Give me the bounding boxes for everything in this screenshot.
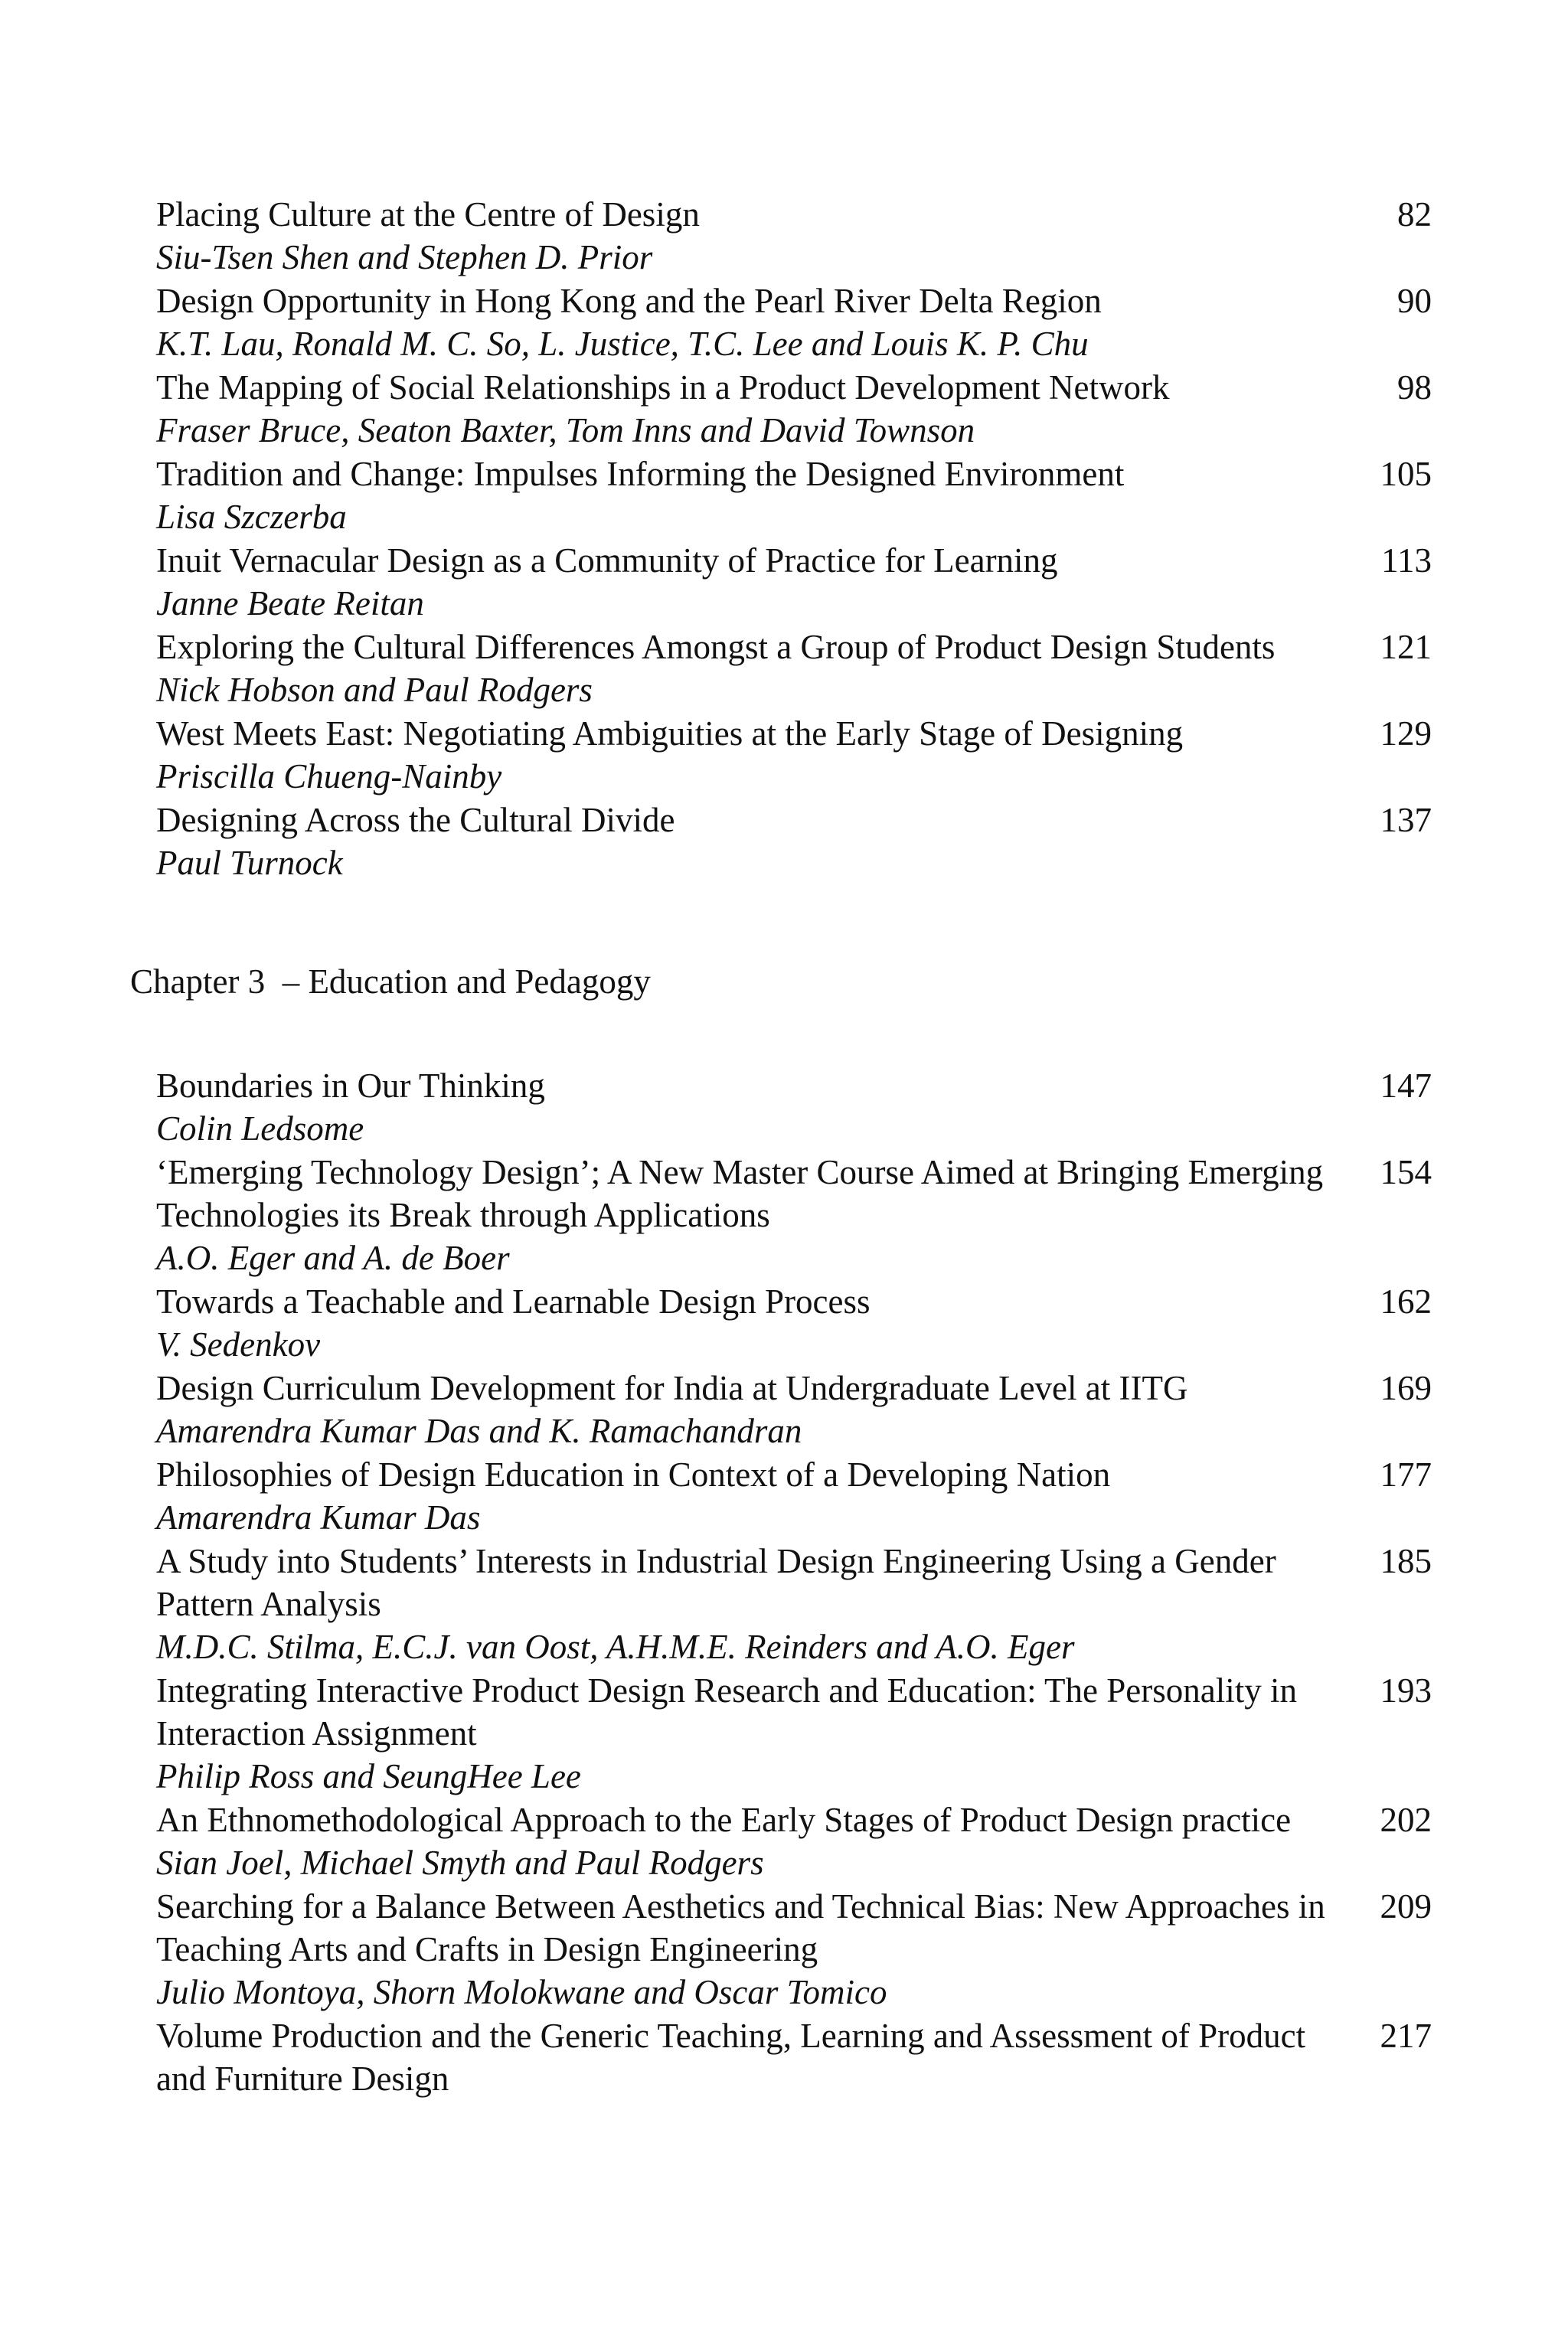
entry-page-number: 82 <box>1397 195 1432 234</box>
entry-page-number: 202 <box>1380 1801 1432 1839</box>
toc-entry[interactable] <box>156 366 1432 452</box>
entry-page-number: 113 <box>1381 541 1432 580</box>
entry-authors: A.O. Eger and A. de Boer <box>156 1239 510 1277</box>
entry-page-number: 98 <box>1397 368 1432 407</box>
entry-authors: Fraser Bruce, Seaton Baxter, Tom Inns and David Townson <box>156 411 975 449</box>
entry-authors: Priscilla Chueng-Nainby <box>156 757 502 795</box>
entry-title: Searching for a Balance Between Aesthetics and Technical Bias: New Approaches in Teaching Arts and Crafts in Design Engineering <box>156 1887 1325 1968</box>
toc-entry[interactable] <box>156 1280 1432 1366</box>
toc-entry[interactable] <box>156 1669 1432 1798</box>
entry-page-number: 209 <box>1380 1887 1432 1926</box>
entry-title: Design Opportunity in Hong Kong and the Pearl River Delta Region <box>156 282 1102 320</box>
entry-page-number: 137 <box>1380 801 1432 839</box>
entry-page-number: 217 <box>1380 2017 1432 2055</box>
toc-entry[interactable] <box>156 539 1432 625</box>
entry-authors: V. Sedenkov <box>156 1325 321 1364</box>
entry-title: ‘Emerging Technology Design’; A New Master Course Aimed at Bringing Emerging Technologies its Break through Applications <box>156 1153 1324 1234</box>
entry-page-number: 177 <box>1380 1455 1432 1494</box>
toc-entry[interactable] <box>156 279 1432 365</box>
entry-page-number: 154 <box>1380 1153 1432 1191</box>
entry-page-number: 193 <box>1380 1671 1432 1710</box>
entry-authors: Paul Turnock <box>156 844 343 882</box>
entry-page-number: 121 <box>1380 628 1432 666</box>
toc-section-education <box>156 1064 1432 2101</box>
entry-title: A Study into Students’ Interests in Industrial Design Engineering Using a Gender Pattern Analysis <box>156 1542 1276 1623</box>
entry-title: Integrating Interactive Product Design Research and Education: The Personality in Interaction Assignment <box>156 1671 1297 1753</box>
entry-page-number: 169 <box>1380 1369 1432 1407</box>
entry-authors: Siu-Tsen Shen and Stephen D. Prior <box>156 238 653 276</box>
entry-title: Boundaries in Our Thinking <box>156 1067 545 1105</box>
entry-title: Exploring the Cultural Differences Amongst a Group of Product Design Students <box>156 628 1276 666</box>
entry-title: Philosophies of Design Education in Context of a Developing Nation <box>156 1455 1111 1494</box>
entry-title: An Ethnomethodological Approach to the Early Stages of Product Design practice <box>156 1801 1292 1839</box>
entry-title: West Meets East: Negotiating Ambiguities at the Early Stage of Designing <box>156 714 1184 753</box>
toc-entry[interactable] <box>156 1151 1432 1279</box>
entry-title: Tradition and Change: Impulses Informing the Designed Environment <box>156 455 1125 493</box>
toc-entry[interactable] <box>156 2014 1432 2100</box>
toc-entry[interactable] <box>156 1064 1432 1150</box>
entry-page-number: 147 <box>1380 1067 1432 1105</box>
entry-title: Designing Across the Cultural Divide <box>156 801 675 839</box>
entry-page-number: 90 <box>1397 282 1432 320</box>
toc-entry[interactable] <box>156 1367 1432 1452</box>
toc-entry[interactable] <box>156 193 1432 279</box>
entry-title: Volume Production and the Generic Teaching, Learning and Assessment of Product and Furniture Design <box>156 2017 1306 2098</box>
entry-page-number: 129 <box>1380 714 1432 753</box>
entry-title: Placing Culture at the Centre of Design <box>156 195 700 234</box>
toc-entry[interactable] <box>156 452 1432 538</box>
chapter-heading: Chapter 3 – Education and Pedagogy <box>130 962 651 1001</box>
entry-title: Towards a Teachable and Learnable Design Process <box>156 1282 871 1321</box>
toc-entry[interactable] <box>156 1540 1432 1668</box>
toc-entry[interactable] <box>156 1453 1432 1539</box>
entry-page-number: 105 <box>1380 455 1432 493</box>
toc-entry[interactable] <box>156 626 1432 711</box>
entry-authors: Colin Ledsome <box>156 1109 364 1148</box>
entry-authors: Julio Montoya, Shorn Molokwane and Oscar Tomico <box>156 1973 887 2011</box>
toc-entry[interactable] <box>156 712 1432 798</box>
entry-title: Design Curriculum Development for India at Undergraduate Level at IITG <box>156 1369 1188 1407</box>
toc-entry[interactable] <box>156 799 1432 884</box>
entry-authors: Nick Hobson and Paul Rodgers <box>156 671 593 709</box>
entry-authors: Amarendra Kumar Das <box>156 1498 481 1537</box>
entry-authors: M.D.C. Stilma, E.C.J. van Oost, A.H.M.E. Reinders and A.O. Eger <box>156 1628 1075 1666</box>
entry-authors: Janne Beate Reitan <box>156 584 424 622</box>
entry-authors: Lisa Szczerba <box>156 498 347 536</box>
entry-authors: K.T. Lau, Ronald M. C. So, L. Justice, T.C. Lee and Louis K. P. Chu <box>156 325 1089 363</box>
entry-authors: Philip Ross and SeungHee Lee <box>156 1757 581 1795</box>
entry-title: Inuit Vernacular Design as a Community of Practice for Learning <box>156 541 1058 580</box>
entry-page-number: 162 <box>1380 1282 1432 1321</box>
entry-page-number: 185 <box>1380 1542 1432 1580</box>
toc-entry[interactable] <box>156 1798 1432 1884</box>
entry-authors: Sian Joel, Michael Smyth and Paul Rodgers <box>156 1844 764 1882</box>
entry-title: The Mapping of Social Relationships in a Product Development Network <box>156 368 1170 407</box>
entry-authors: Amarendra Kumar Das and K. Ramachandran <box>156 1412 802 1450</box>
toc-section-culture <box>156 193 1432 885</box>
toc-entry[interactable] <box>156 1885 1432 2014</box>
